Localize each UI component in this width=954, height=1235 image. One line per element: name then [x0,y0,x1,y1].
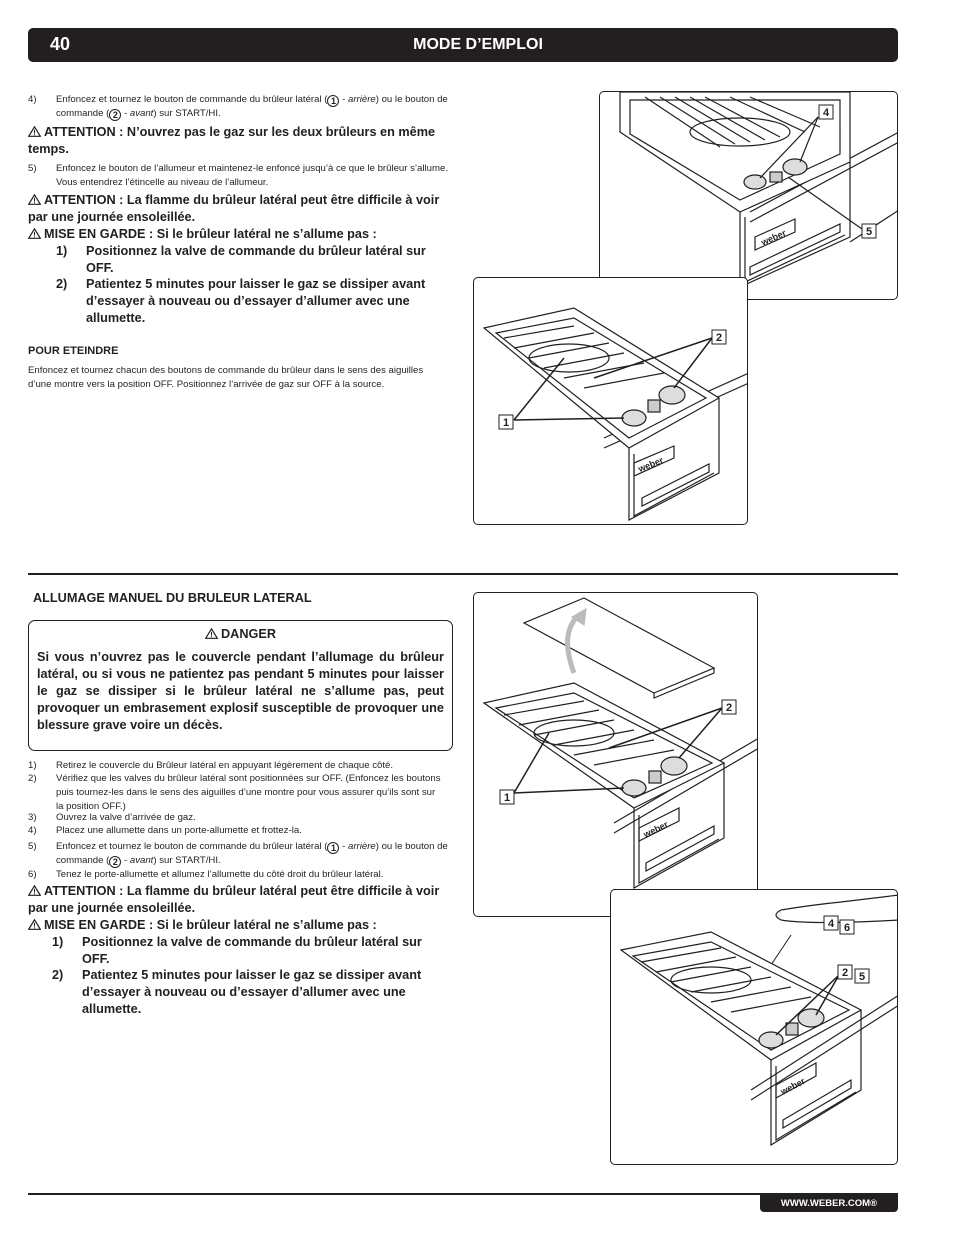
danger-box [28,620,453,751]
knob-1-badge: 1 [327,95,339,107]
warning-icon [28,228,41,239]
svg-text:5: 5 [858,971,866,983]
eteindre-title: POUR ETEINDRE [28,345,119,357]
bottom-mise-en-garde: MISE EN GARDE : Si le brûleur latéral ne s’allume pas : [28,917,456,934]
callout-5 [862,224,876,238]
figure-side-burner-off [473,277,748,525]
bottom-step-6: 6) Tenez le porte-allumette et allumez l’allumette du côté droit du brûleur latéral. [28,869,384,880]
bottom-mise-item-1: 1) Positionnez la valve de commande du brûleur latéral sur OFF. [52,935,422,966]
callout-4 [819,105,833,119]
bottom-step-4: 4) Placez une allumette dans un porte-allumette et frottez-la. [28,825,302,836]
figure-side-burner-knobs [599,91,898,300]
bottom-step-5: 5) Enfoncez et tournez le bouton de commande du brûleur latéral ( 1 - arrière) ou le bouton de commande ( 2 - avant) sur START/HI. [28,841,448,867]
callout-2 [722,700,736,714]
bottom-mise-item-2: 2) Patientez 5 minutes pour laisser le gaz se dissiper avant d’essayer à nouveau ou d’essayer d’allumer avec une allumette. [52,968,422,1016]
weber-logo: weber [636,454,665,474]
callout-2 [838,965,852,979]
danger-text: Si vous n’ouvrez pas le couvercle pendant l’allumage du brûleur latéral, ou si vous ne patientez pas pendant 5 minutes pour laisser le gaz se dissiper si le brûleur latéral ne s’allume pas, peut provoquer un embrasement explosif susceptible de provoquer une blessure grave voire un décès. [37,650,444,732]
warning-icon [205,628,218,639]
knob-1-badge: 1 [327,842,339,854]
weber-logo: weber [778,1075,807,1097]
top-mise-en-garde: MISE EN GARDE : Si le brûleur latéral ne s’allume pas : [28,226,456,243]
section-title: ALLUMAGE MANUEL DU BRULEUR LATERAL [33,591,312,605]
callout-2 [712,330,726,344]
page-title: MODE D’EMPLOI [413,36,543,53]
warning-icon [28,126,41,137]
top-step-4: 4) Enfoncez et tournez le bouton de commande du brûleur latéral ( 1 - arrière) ou le bouton de commande ( 2 - avant) sur START/HI. [28,94,448,120]
svg-text:4: 4 [822,107,830,119]
figure-match-lighting [610,889,898,1165]
svg-text:4: 4 [827,918,835,930]
knob-2-badge: 2 [109,856,121,868]
figure-lid-removal [473,592,758,917]
callout-1 [499,415,513,429]
callout-1 [500,790,514,804]
danger-title: DANGER [221,627,276,641]
page-number: 40 [50,34,71,54]
warning-icon [28,885,41,896]
page-header [28,28,898,62]
svg-text:2: 2 [715,332,723,344]
weber-logo: weber [759,227,788,248]
svg-text:2: 2 [725,702,733,714]
top-mise-item-2: 2) Patientez 5 minutes pour laisser le gaz se dissiper avant d’essayer à nouveau ou d’essayer d’allumer avec une allumette. [56,277,426,325]
bottom-step-1: 1) Retirez le couvercle du Brûleur latéral en appuyant légèrement de chaque côté. [28,760,394,771]
bottom-attention: ATTENTION : La flamme du brûleur latéral peut être difficile à voir par une journée ensoleillée. [28,884,440,915]
warning-icon [28,919,41,930]
svg-text:1: 1 [502,417,510,429]
callout-6 [840,920,854,934]
top-step-5: 5) Enfoncez le bouton de l’allumeur et maintenez-le enfoncé jusqu’à ce que le brûleur s’allume. Vous entendrez l’étincelle au niveau de l’allumeur. [28,163,448,188]
svg-text:2: 2 [841,967,849,979]
eteindre-text: Enfoncez et tournez chacun des boutons de commande du brûleur dans le sens des aiguilles d’une montre vers la position OFF. Positionnez l’arrivée de gaz sur OFF à la source. [28,365,424,390]
top-mise-item-1: 1) Positionnez la valve de commande du brûleur latéral sur OFF. [56,244,426,275]
footer-url[interactable]: WWW.WEBER.COM® [760,1195,898,1212]
section-divider [28,573,898,575]
svg-text:6: 6 [843,922,851,934]
svg-text:1: 1 [503,792,511,804]
svg-text:5: 5 [865,226,873,238]
bottom-step-3: 3) Ouvrez la valve d’arrivée de gaz. [28,812,196,823]
callout-4 [824,916,838,930]
weber-logo: weber [641,819,670,840]
top-attention-1: ATTENTION : N’ouvrez pas le gaz sur les deux brûleurs en même temps. [28,125,436,156]
warning-icon [28,194,41,205]
top-attention-2: ATTENTION : La flamme du brûleur latéral peut être difficile à voir par une journée ensoleillée. [28,193,440,224]
callout-5 [855,969,869,983]
bottom-step-2: 2) Vérifiez que les valves du brûleur latéral sont positionnées sur OFF. (Enfoncez les boutons puis tournez-les dans le sens des aiguilles d’une montre pour vous assurer qu’ils sont sur la position OFF.) [28,773,441,812]
knob-2-badge: 2 [109,109,121,121]
